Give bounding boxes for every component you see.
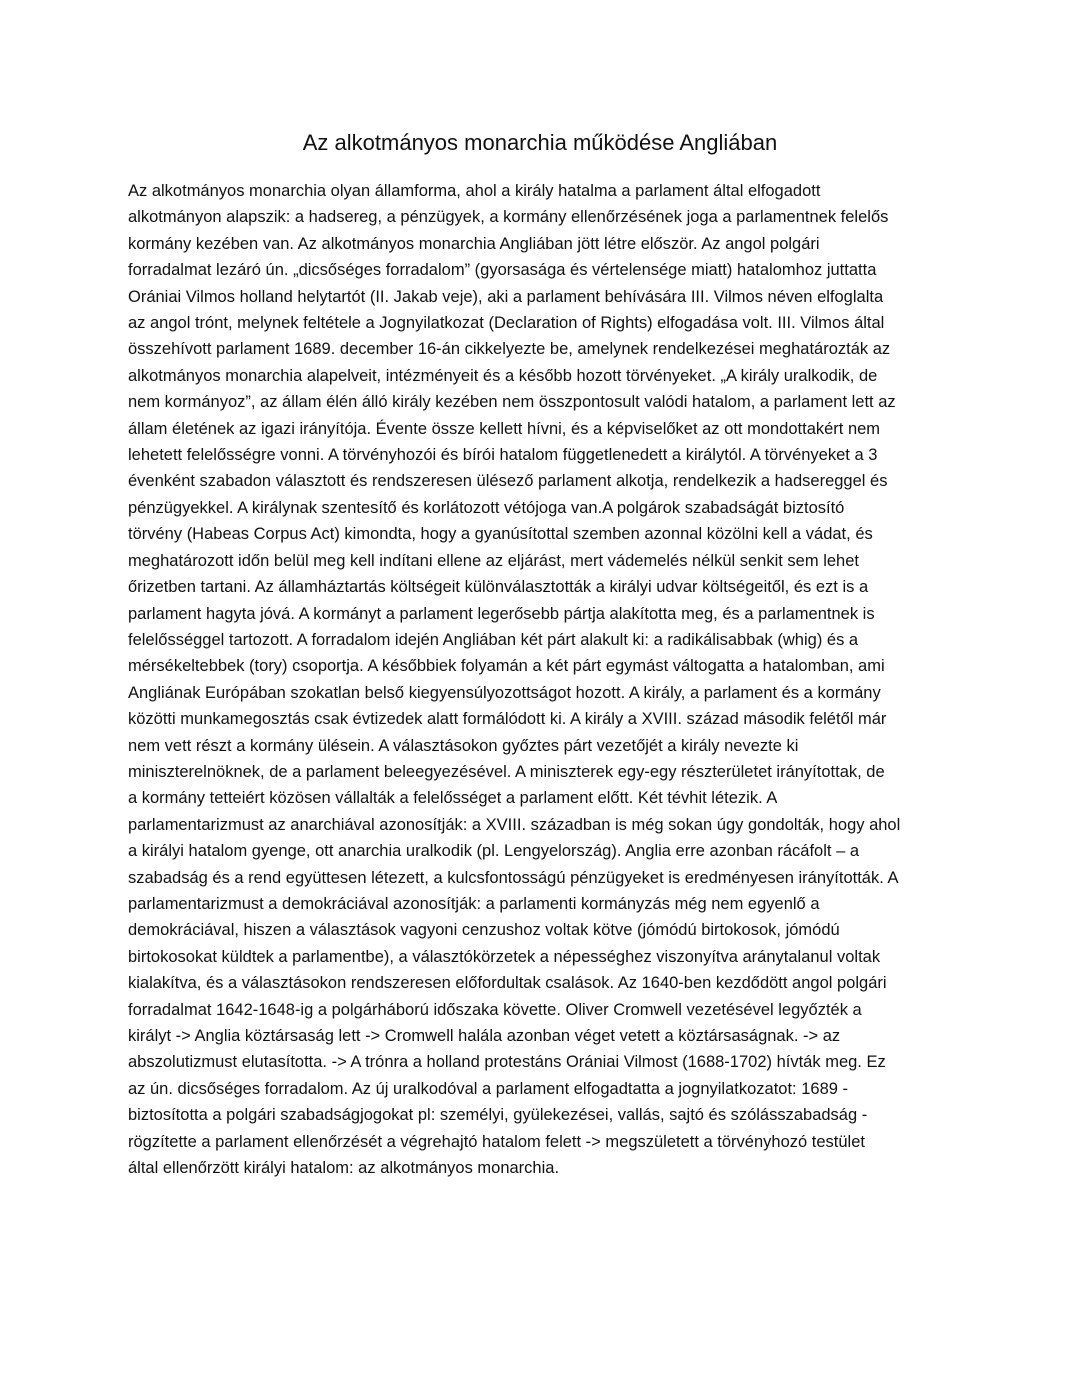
- text-line: évenként szabadon választott és rendszeresen ülésező parlament alkotja, rendelkezik a hadsereggel és: [128, 472, 888, 491]
- text-line: Orániai Vilmos holland helytartót (II. Jakab veje), aki a parlament behívására III. Vilmos néven elfoglalta: [128, 287, 884, 306]
- text-line: a kormány tetteiért közösen vállalták a felelősséget a parlament előtt. Két tévhit létezik. A: [128, 789, 778, 808]
- text-line: lehetett felelősségre vonni. A törvényhozói és bírói hatalom függetlenedett a királytól. A törvényeket a 3: [128, 446, 878, 465]
- text-line: demokráciával, hiszen a választások vagyoni cenzushoz voltak kötve (jómódú birtokosok, jómódú: [128, 921, 840, 940]
- page-title: Az alkotmányos monarchia működése Angliában: [302, 130, 778, 155]
- text-line: közötti munkamegosztás csak évtizedek alatt formálódott ki. A király a XVIII. század második felétől már: [128, 710, 887, 729]
- text-line: Angliának Európában szokatlan belső kiegyensúlyozottságot hozott. A király, a parlament és a kormány: [128, 683, 881, 702]
- text-line: parlamentarizmust a demokráciával azonosítják: a parlamenti kormányzás még nem egyenlő a: [128, 894, 820, 913]
- text-line: őrizetben tartani. Az államháztartás költségeit különválasztották a királyi udvar költségeitől, és ezt is a: [128, 578, 869, 597]
- text-line: szabadság és a rend együttesen létezett, a kulcsfontosságú pénzügyeket is eredményesen irányították. A: [128, 868, 899, 887]
- text-line: felelősséggel tartozott. A forradalom idején Angliában két párt alakult ki: a radikálisabbak (whig) és a: [128, 630, 859, 649]
- text-line: forradalmat 1642-1648-ig a polgárháború időszaka követte. Oliver Cromwell vezetésével legyőzték a: [128, 1000, 862, 1019]
- text-line: birtokosokat küldtek a parlamentbe), a választókörzetek a népességhez viszonyítva aránytalanul voltak: [128, 947, 881, 966]
- text-line: miniszterelnöknek, de a parlament beleegyezésével. A miniszterek egy-egy részterületet irányítottak, de: [128, 762, 885, 781]
- text-line: parlamentarizmust az anarchiával azonosítják: a XVIII. században is még sokan úgy gondolták, hogy ahol: [128, 815, 901, 834]
- text-line: Az alkotmányos monarchia olyan államforma, ahol a király hatalma a parlament által elfogadott: [128, 182, 821, 200]
- text-line: abszolutizmust elutasította. -> A trónra a holland protestáns Orániai Vilmost (1688-1702) hívták meg. Ez: [128, 1053, 886, 1072]
- text-line: királyt -> Anglia köztársaság lett -> Cromwell halála azonban véget vetett a köztársaságnak. -> az: [128, 1027, 841, 1045]
- text-line: parlament hagyta jóvá. A kormányt a parlament legerősebb pártja alakította meg, és a parlamentnek is: [128, 604, 875, 623]
- text-line: az angol trónt, melynek feltétele a Jognyilatkozat (Declaration of Rights) elfogadása volt. III. Vilmos által: [128, 314, 885, 333]
- text-line: összehívott parlament 1689. december 16-án cikkelyezte be, amelynek rendelkezései meghatározták az: [128, 340, 891, 359]
- text-line: mérsékeltebbek (tory) csoportja. A későbbiek folyamán a két párt egymást váltogatta a hatalomban, ami: [128, 657, 885, 676]
- text-line: forradalmat lezáró ún. „dicsőséges forradalom” (gyorsasága és vértelensége miatt) hatalomhoz juttatta: [128, 261, 877, 280]
- text-line: a királyi hatalom gyenge, ott anarchia uralkodik (pl. Lengyelország). Anglia erre azonban rácáfolt – a: [128, 842, 860, 861]
- text-line: nem vett részt a kormány ülésein. A választásokon győztes párt vezetőjét a király nevezte ki: [128, 736, 799, 755]
- text-line: nem kormányoz”, az állam élén álló király kezében nem összpontosult valódi hatalom, a parlament lett az: [128, 393, 896, 412]
- text-line: biztosította a polgári szabadságjogokat pl: személyi, gyülekezései, vallás, sajtó és szólásszabadság -: [128, 1106, 868, 1125]
- text-line: kialakítva, és a választásokon rendszeresen előfordultak csalások. Az 1640-ben kezdődött angol polgári: [128, 974, 887, 993]
- text-line: kormány kezében van. Az alkotmányos monarchia Angliában jött létre először. Az angol polgári: [128, 234, 820, 253]
- text-line: alkotmányon alapszik: a hadsereg, a pénzügyek, a kormány ellenőrzésének joga a parlamentnek felelős: [128, 208, 889, 227]
- text-line: rögzítette a parlament ellenőrzését a végrehajtó hatalom felett -> megszületett a törvényhozó testület: [128, 1132, 865, 1151]
- text-line: által ellenőrzött királyi hatalom: az alkotmányos monarchia.: [128, 1159, 560, 1178]
- text-line: meghatározott időn belül meg kell indítani ellene az eljárást, mert vádemelés nélkül senkit sem lehet: [128, 551, 859, 570]
- text-line: pénzügyekkel. A királynak szentesítő és korlátozott vétójoga van.A polgárok szabadságát biztosító: [128, 498, 845, 517]
- text-line: törvény (Habeas Corpus Act) kimondta, hogy a gyanúsítottal szemben azonnal közölni kell a vádat, és: [128, 525, 873, 544]
- text-line: alkotmányos monarchia alapelveit, intézményeit és a később hozott törvényeket. „A király uralkodik, de: [128, 366, 878, 385]
- body-paragraph: [128, 178, 958, 1181]
- text-line: állam életének az igazi irányítója. Évente össze kellett hívni, és a képviselőket az ott mondottakért nem: [128, 419, 881, 438]
- text-line: az ún. dicsőséges forradalom. Az új uralkodóval a parlament elfogadtatta a jognyilatkozatot: 1689 -: [128, 1079, 849, 1098]
